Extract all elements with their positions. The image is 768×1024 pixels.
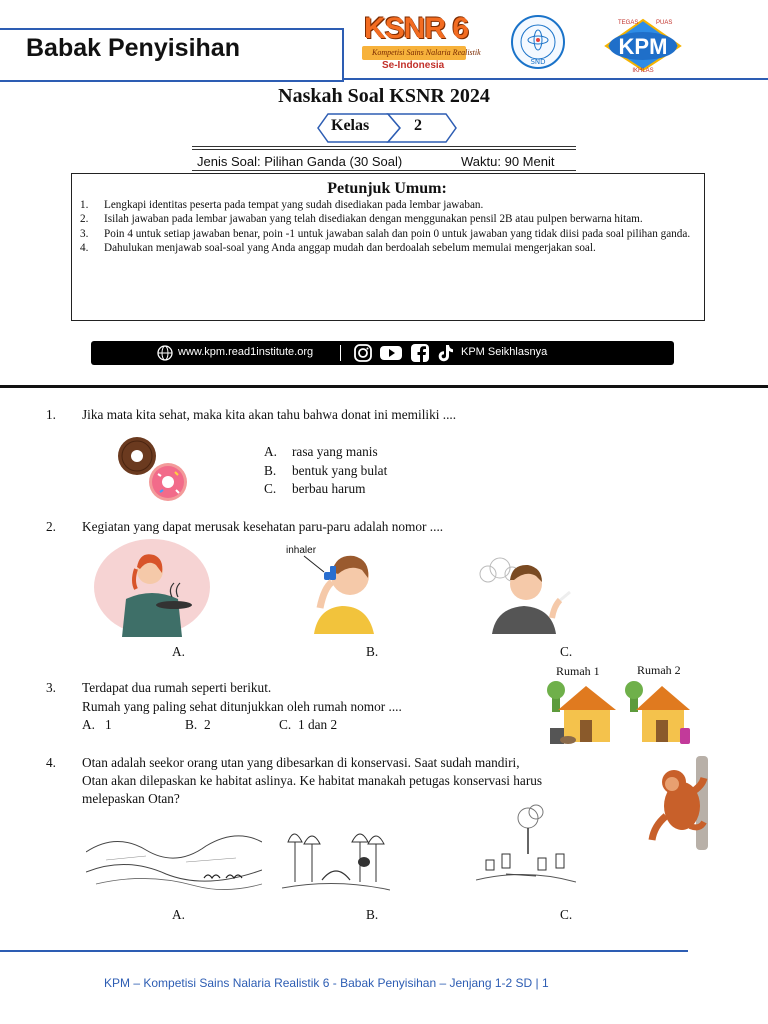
list-item <box>80 199 692 212</box>
item-text: Poin 4 untuk setiap jawaban benar, poin -1 untuk jawaban salah dan poin 0 untuk jawaban yang tidak diisi pada soal pilihan ganda. <box>104 227 691 240</box>
divider <box>192 170 576 171</box>
inhaler-boy-image <box>292 548 382 634</box>
q2-text: Kegiatan yang dapat merusak kesehatan paru-paru adalah nomor .... <box>82 519 444 534</box>
kpm-logo <box>600 12 686 74</box>
section-separator <box>0 385 768 388</box>
smoking-man-image <box>474 556 574 636</box>
q3-number: 3. <box>46 680 56 695</box>
kpm-top-left: TEGAS <box>618 20 639 26</box>
q2-label-b: B. <box>366 644 379 659</box>
list-item <box>80 213 692 226</box>
q1-option-letter: B. <box>264 463 277 478</box>
babak-title: Babak Penyisihan <box>26 34 240 62</box>
forest-image <box>282 822 390 898</box>
social-handle[interactable]: KPM Seikhlasnya <box>461 346 548 358</box>
q4-line3: melepaskan Otan? <box>82 791 180 806</box>
q1-option-text: berbau harum <box>292 481 366 496</box>
q4-line2: Otan akan dilepaskan ke habitat aslinya. Ke habitat manakah petugas konservasi harus <box>82 773 543 788</box>
seal-logo <box>510 13 566 71</box>
q1-number: 1. <box>46 407 56 422</box>
divider <box>192 149 576 150</box>
deforested-image <box>476 804 576 890</box>
petunjuk-title: Petunjuk Umum: <box>327 180 447 197</box>
donut-image <box>112 432 194 508</box>
inhaler-label: inhaler <box>286 545 317 556</box>
q2-label-c: C. <box>560 644 573 659</box>
q1-option-letter: A. <box>264 444 277 459</box>
q3-option-letter: A. <box>82 717 95 732</box>
tiktok-icon[interactable] <box>435 343 455 363</box>
instagram-icon[interactable] <box>353 343 373 363</box>
globe-icon <box>156 344 174 362</box>
q2-number: 2. <box>46 519 56 534</box>
orangutan-image <box>646 756 718 850</box>
item-number: 3. <box>80 227 89 240</box>
q1-option-text: rasa yang manis <box>292 444 378 459</box>
q4-number: 4. <box>46 755 56 770</box>
q1-option-letter: C. <box>264 481 277 496</box>
q1-text: Jika mata kita sehat, maka kita akan tahu bahwa donat ini memiliki .... <box>82 407 457 422</box>
ksnr-region: Se-Indonesia <box>382 60 445 71</box>
item-number: 4. <box>80 242 89 255</box>
item-number: 2. <box>80 213 89 226</box>
q3-option-text: 2 <box>204 717 211 732</box>
footer-text: KPM – Kompetisi Sains Nalaria Realistik 6 - Babak Penyisihan – Jenjang 1-2 SD | 1 <box>104 976 549 990</box>
item-text: Lengkapi identitas peserta pada tempat yang sudah disediakan pada lembar jawaban. <box>104 199 484 211</box>
item-number: 1. <box>80 199 89 211</box>
kelas-label: Kelas <box>331 117 370 134</box>
houses-image <box>544 680 698 748</box>
desert-image <box>86 812 262 896</box>
cooking-woman-image <box>92 537 212 637</box>
q3-line1: Terdapat dua rumah seperti berikut. <box>82 680 272 695</box>
divider <box>192 146 576 147</box>
ksnr-tagline: Kompetisi Sains Nalaria Realistik <box>372 48 481 57</box>
website-link[interactable]: www.kpm.read1institute.org <box>178 346 314 358</box>
header-underline <box>342 78 768 80</box>
q4-line1: Otan adalah seekor orang utan yang dibesarkan di konservasi. Saat sudah mandiri, <box>82 755 520 770</box>
q4-label-c: C. <box>560 907 573 922</box>
petunjuk-list <box>80 199 692 257</box>
page-title: Naskah Soal KSNR 2024 <box>278 85 490 107</box>
q3-option-text: 1 dan 2 <box>298 717 338 732</box>
list-item <box>80 242 692 255</box>
rumah-1-label: Rumah 1 <box>556 664 600 678</box>
youtube-icon[interactable] <box>379 344 403 362</box>
list-item <box>80 228 692 241</box>
seal-sub: SND <box>530 58 546 66</box>
q3-line2: Rumah yang paling sehat ditunjukkan oleh rumah nomor .... <box>82 699 402 714</box>
jenis-soal: Jenis Soal: Pilihan Ganda (30 Soal) <box>197 154 403 169</box>
footer-line <box>0 950 688 952</box>
kelas-value: 2 <box>414 117 422 134</box>
q1-option-text: bentuk yang bulat <box>292 463 388 478</box>
facebook-icon[interactable] <box>410 343 430 363</box>
kpm-top-right: PUAS <box>656 20 673 26</box>
ksnr-logo: KSNR 6 <box>364 12 469 45</box>
q3-option-letter: C. <box>279 717 292 732</box>
kpm-text: KPM <box>618 34 668 59</box>
item-text: Isilah jawaban pada lembar jawaban yang telah disediakan dengan menggunakan pensil 2B atau pulpen berwarna hitam. <box>104 213 643 226</box>
q2-label-a: A. <box>172 644 185 659</box>
q4-label-a: A. <box>172 907 185 922</box>
q3-option-text: 1 <box>105 717 112 732</box>
q3-option-letter: B. <box>185 717 198 732</box>
waktu: Waktu: 90 Menit <box>461 154 555 169</box>
item-text: Dahulukan menjawab soal-soal yang Anda anggap mudah dan berdoalah sebelum memulai mengerjakan soal. <box>104 242 596 255</box>
q4-label-b: B. <box>366 907 379 922</box>
kpm-bottom: IKHLAS <box>632 68 654 74</box>
bar-divider <box>340 345 341 361</box>
rumah-2-label: Rumah 2 <box>637 663 681 677</box>
